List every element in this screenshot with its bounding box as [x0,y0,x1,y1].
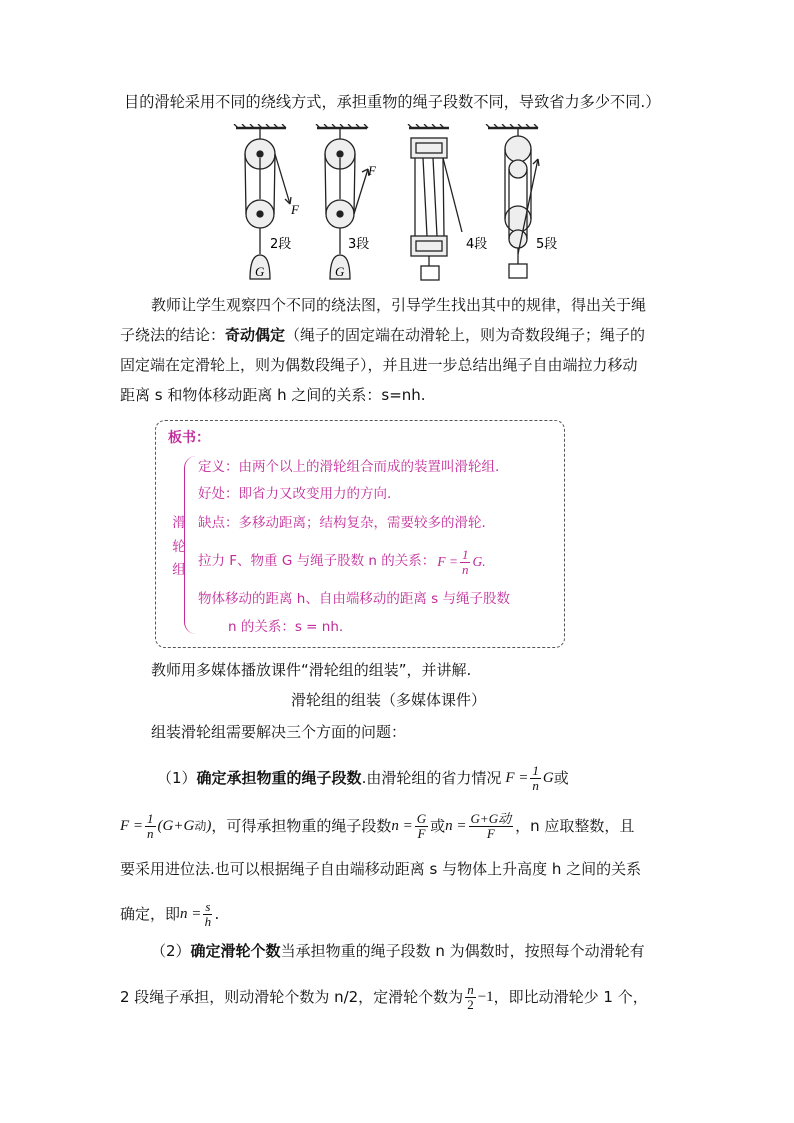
label-5seg: 5段 [536,237,558,252]
para-4d: 确定，即 n = $\frac{s}{h}$ . [120,899,220,929]
section-heading: 滑轮组的组装（多媒体课件） [291,691,487,709]
board-line-4: 拉力 F、物重 G 与绳子股数 n 的关系： F = $\frac{1}{n}$ G. [198,547,486,577]
label-F-1: F [291,202,299,217]
board-line-1: 定义：由两个以上的滑轮组合而成的装置叫滑轮组. [198,459,500,475]
board-line-5: 物体移动的距离 h、自由端移动的距离 s 与绳子股数 [198,591,510,607]
top-line: 目的滑轮采用不同的绕线方式，承担重物的绳子段数不同，导致省力多少不同.） [124,93,661,111]
board-line-6: n 的关系：s = nh. [228,619,344,635]
label-3seg: 3段 [348,237,370,252]
para-5a: （2）确定滑轮个数当承担物重的绳子段数 n 为偶数时，按照每个动滑轮有 [151,942,645,960]
para-5b: 2 段绳子承担，则动滑轮个数为 n/2，定滑轮个数为 $\frac{n}{2}$ −1 ，即比动滑轮少 1 个， [120,982,648,1012]
board-line-2: 好处：即省力又改变用力的方向. [198,486,392,502]
para-3: 组装滑轮组需要解决三个方面的问题： [151,723,407,741]
para-1b: 子绕法的结论：奇动偶定（绳子的固定端在动滑轮上，则为奇数段绳子；绳子的 [120,326,646,344]
para-1a: 教师让学生观察四个不同的绕法图，引导学生找出其中的规律，得出关于绳 [151,296,647,314]
para-4c: 要采用进位法.也可以根据绳子自由端移动距离 s 与物体上升高度 h 之间的关系 [120,860,642,878]
board-box [155,420,565,648]
label-4seg: 4段 [466,237,488,252]
para-1c: 固定端在定滑轮上，则为偶数段绳子），并且进一步总结出绳子自由端拉力移动 [120,356,638,374]
label-G-1: G [255,264,265,279]
pulley-figure [228,124,568,284]
board-title: 板书： [168,430,210,446]
label-G-2: G [335,264,345,279]
para-2: 教师用多媒体播放课件“滑轮组的组装”，并讲解. [151,661,472,679]
para-1d: 距离 s 和物体移动距离 h 之间的关系：s=nh. [120,386,426,404]
para-4a: （1） 确定承担物重的绳子段数 .由滑轮组的省力情况 F = $\frac{1}{n}$ G 或 [157,763,569,793]
label-2seg: 2段 [270,237,292,252]
board-brace [184,456,197,634]
board-vertical-title: 滑 轮 组 [172,515,186,579]
board-line-3: 缺点：多移动距离；结构复杂，需要较多的滑轮. [198,515,486,531]
label-F-2: F [368,163,376,178]
para-4b: F = $\frac{1}{n}$ (G+G 动 ) ，可得承担物重的绳子段数 n = $\frac{G}{F}$ 或 n = $\frac{\text{G+G动}}{F}$ ，n 应取整数，且 [120,811,635,841]
